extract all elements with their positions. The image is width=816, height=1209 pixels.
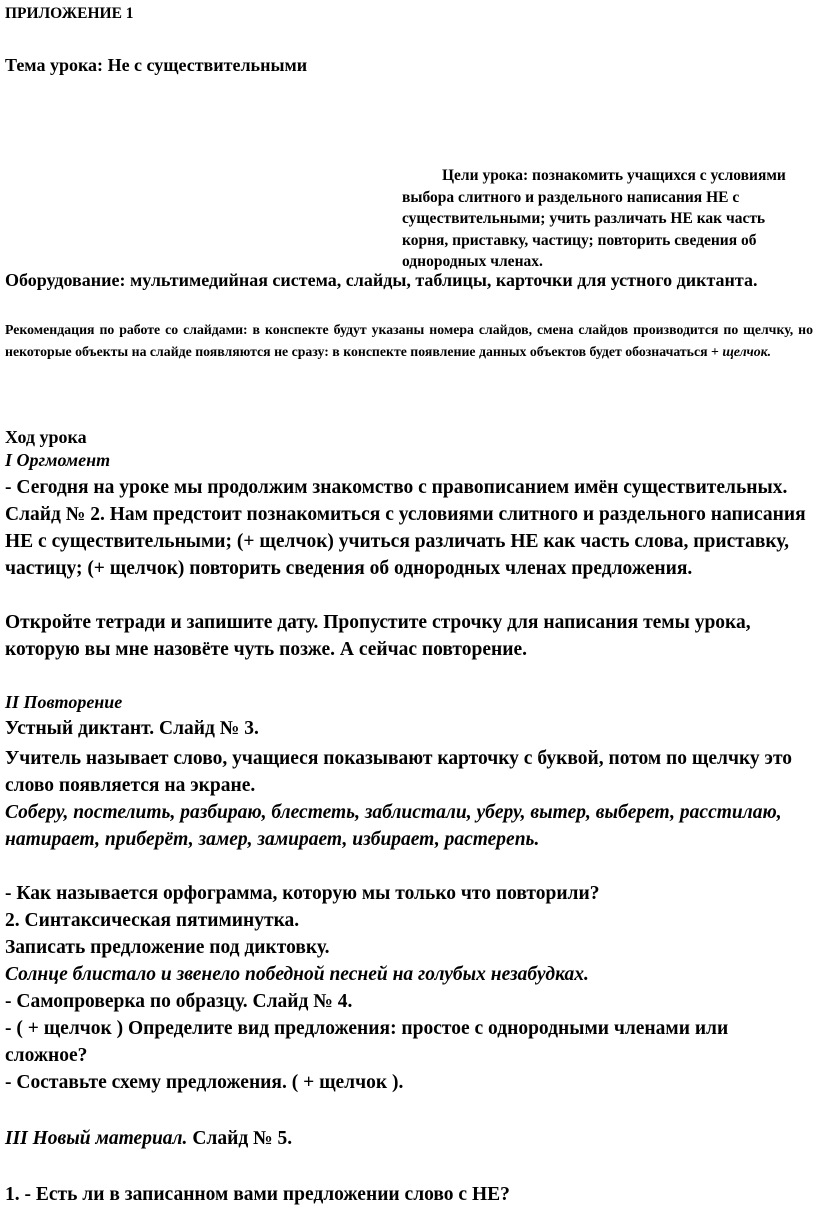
topic-value: Не с существительными: [107, 55, 308, 75]
org-paragraph-2: Откройте тетради и запишите дату. Пропустите строчку для написания темы урока, которую вы мне назовёте чуть позже. А сейчас повторение.: [5, 612, 751, 660]
make-scheme: - Составьте схему предложения. ( + щелчок ).: [5, 1072, 404, 1093]
org-slide-ref: Слайд № 2.: [5, 504, 105, 525]
recommendation-plus: +: [711, 343, 723, 359]
org-text-a: - Сегодня на уроке мы продолжим знакомство с правописанием имён существительных.: [5, 477, 788, 498]
recommendation-text: Рекомендация по работе со слайдами: в конспекте будут указаны номера слайдов, смена слайдов производится по щелчку, но некоторые объекты на слайде появляются не сразу: в конспекте появление данных объектов будет обозначаться: [5, 322, 813, 359]
goals-label: Цели урока: [442, 167, 524, 184]
define-sentence-type: - ( + щелчок ) Определите вид предложения: простое с однородными членами или сложное?: [5, 1018, 729, 1066]
teacher-instruction: Учитель называет слово, учащиеся показывают карточку с буквой, потом по щелчку это слово появляется на экране.: [5, 748, 793, 796]
goals-text: : познакомить учащихся с условиями выбора слитного и раздельного написания НЕ с существительными; учить различать НЕ как часть корня, приставку, частицу; повторить сведения об однородных членах.: [402, 167, 786, 270]
topic-label: Тема урока:: [5, 55, 108, 75]
new-material-label: III Новый материал.: [5, 1128, 188, 1149]
syntax-five-minute: 2. Синтаксическая пятиминутка.: [5, 910, 300, 931]
dictation-words: Соберу, постелить, разбираю, блестеть, заблистали, уберу, вытер, выберет, расстилаю, натирает, приберёт, замер, замирает, избирает, растерепь.: [5, 802, 782, 850]
self-check-slide: Слайд № 4.: [252, 991, 353, 1012]
oral-dictation-heading: Устный диктант. Слайд № 3.: [5, 718, 259, 739]
lesson-progress-title: Ход урока: [5, 427, 87, 447]
section-new-material-title: [5, 1125, 813, 1152]
lesson-goals: [402, 165, 802, 273]
self-check-text: - Самопроверка по образцу.: [5, 991, 253, 1012]
equipment-label: Оборудование: [5, 270, 120, 290]
lesson-topic: [5, 53, 813, 78]
new-material-slide: Слайд № 5.: [187, 1128, 293, 1149]
org-text-b: Нам предстоит познакомиться с условиями слитного и раздельного написания НЕ с существительными; (+ щелчок) учиться различать НЕ как часть слова, приставку, частицу; (+ щелчок) повторить сведения об однородных членах предложения.: [5, 504, 806, 579]
section-org-title: I Оргмомент: [5, 450, 111, 470]
appendix-heading: ПРИЛОЖЕНИЕ 1: [5, 5, 134, 22]
new-material-question-1: 1. - Есть ли в записанном вами предложении слово с НЕ?: [5, 1184, 510, 1205]
spelling-question: - Как называется орфограмма, которую мы только что повторили?: [5, 883, 600, 904]
equipment: [5, 268, 813, 293]
dictation-sentence: Солнце блистало и звенело победной песней на голубых незабудках.: [5, 964, 589, 985]
dictate-instruction: Записать предложение под диктовку.: [5, 937, 330, 958]
self-check: [5, 988, 813, 1015]
org-paragraph-1: [5, 474, 813, 582]
equipment-text: : мультимедийная система, слайды, таблицы, карточки для устного диктанта.: [119, 270, 758, 290]
section-review-title: II Повторение: [5, 692, 123, 712]
slide-recommendation: [5, 319, 813, 362]
recommendation-click: щелчок.: [722, 343, 772, 359]
